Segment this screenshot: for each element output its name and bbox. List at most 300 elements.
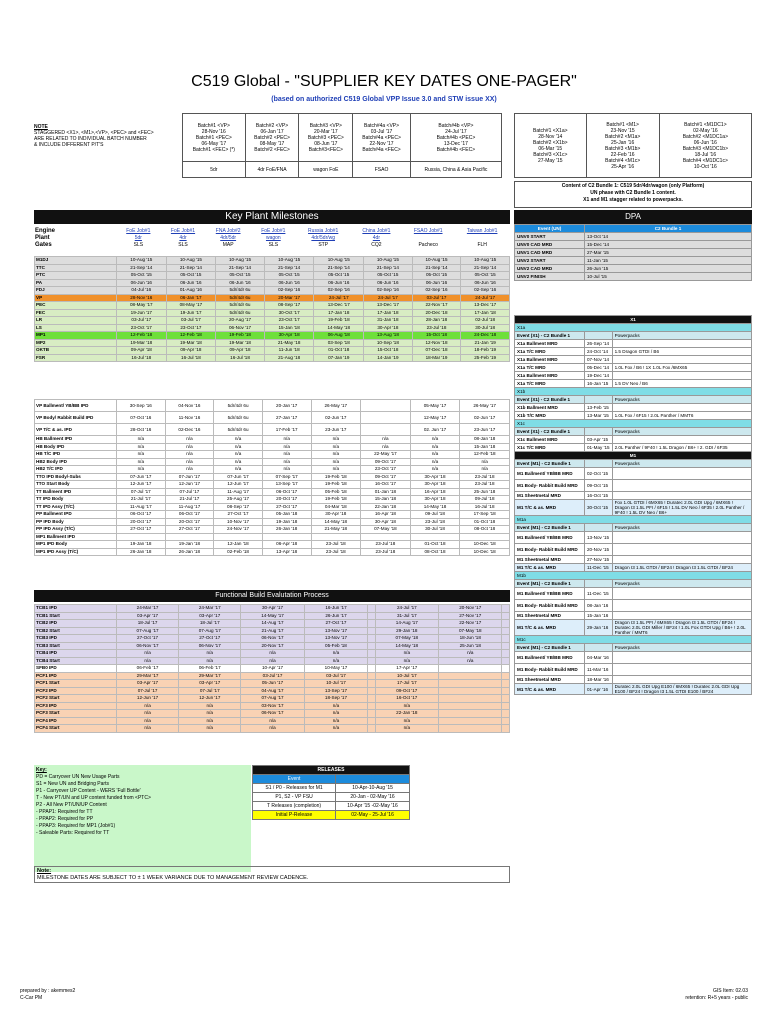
date-cell [460, 533, 510, 541]
date-cell: 5dr/4dr 6u [214, 424, 263, 436]
date-cell: 24-Jul '17 [461, 294, 510, 302]
event-date: 29-Jan '16 [585, 620, 613, 636]
batch-line: 06-Jan '17 [260, 128, 284, 135]
date-cell [439, 672, 502, 680]
key-line: P2 - All New PT/UN/UP Content [36, 802, 107, 808]
batch2-cell [586, 114, 659, 178]
right-row [515, 420, 752, 428]
powerpack [612, 676, 751, 684]
date-cell: 17-Jan '18 [314, 309, 364, 317]
date-cell: 16-Jul '18 [216, 354, 265, 362]
date-cell: 04-Nov '16 [165, 400, 214, 412]
section-label: M1 [515, 452, 752, 460]
build-ipd-grid [34, 399, 510, 556]
event-label: M1 Body- Rabbit Build MRD [515, 480, 585, 492]
date-cell: 13-Dec '17 [314, 302, 364, 310]
date-cell [502, 642, 510, 650]
date-cell: 21-May '18 [264, 339, 314, 347]
event-date [585, 428, 613, 436]
grid-row [35, 717, 510, 725]
date-cell: 07-Aug '17 [117, 627, 179, 635]
date-cell: 08-Jan '18 [460, 436, 510, 444]
event-date: 19-Dec '14 [585, 372, 613, 380]
date-cell: 03-Apr '17 [117, 612, 179, 620]
event-date [585, 332, 613, 340]
date-cell: 02. Jun '17 [410, 424, 460, 436]
powerpack: Dragon I3 1.5L PFI / 6MX65 ! Dragon I3 1.5L GTDI / BF24 ! Duratec 2.0L GDI Miller / BF24 ! 1.0L Fox GTDI Upg / B6+ ! 2.0L Panther / MMT6 [612, 620, 751, 636]
date-cell: 20-Nov '17 [241, 642, 304, 650]
row-label: FEC [35, 309, 117, 317]
row-label: MP1 IPD Body [35, 541, 117, 549]
date-cell: 12-Feb '18 [117, 332, 167, 340]
date-cell: 06-Nov '17 [117, 642, 179, 650]
date-cell: 07-Jul '17 [117, 488, 166, 496]
date-cell: 07-Sep '17 [262, 473, 311, 481]
page-subtitle: (based on authorized C519 Global VPP Issue 3.0 and STW issue XX) [271, 96, 497, 103]
powerpack: Powerpacks [612, 332, 751, 340]
date-cell: 21-Jul '17 [117, 496, 166, 504]
event-date: 24-Oct '14 [585, 348, 613, 356]
date-cell: n/a [361, 436, 411, 444]
release-row [253, 793, 410, 802]
date-cell: n/a [304, 657, 367, 665]
date-cell: 10-Dec '18 [460, 548, 510, 556]
date-cell: 19-Mar '18 [216, 339, 265, 347]
gates-cell: FoE Job#1 [261, 228, 286, 234]
event-label: X1a Ballment MRD [515, 372, 585, 380]
dpa-head-row [515, 225, 752, 233]
date-cell [361, 400, 411, 412]
gates-cell: China Job#1 [362, 228, 391, 234]
date-cell [502, 725, 510, 733]
event-label: M1 Body- Rabbit Build MRD [515, 664, 585, 676]
grid-row [35, 279, 510, 287]
date-cell: 10-Aug '15 [412, 257, 461, 265]
gates-cell: SLS [133, 242, 144, 248]
powerpack [612, 652, 751, 664]
batch-line: 03-Jul '17 [370, 128, 393, 135]
gates-cell: FNA Job#2 [215, 228, 241, 234]
key-line: T - New PT/UN and UP content funded from <PTC> [36, 795, 151, 801]
date-cell: 06-Nov '17 [241, 710, 304, 718]
right-row [515, 524, 752, 532]
grid-row [35, 436, 510, 444]
date-cell: 5dr/4dr 6u [216, 287, 265, 295]
right-row [515, 332, 752, 340]
event-label: M1 Ballment/ YB/BB MRD [515, 532, 585, 544]
event-date: 04-Mar '16 [585, 652, 613, 664]
date-cell: 26-May '17 [311, 400, 361, 412]
row-label: HB2 Body IPD [35, 458, 117, 466]
date-cell: n/a [214, 443, 263, 451]
event-label: Event (X1) - C2 Bundle 1 [515, 332, 585, 340]
gates-cell [402, 235, 454, 242]
event-label: Event (X1) - C2 Bundle 1 [515, 428, 585, 436]
date-cell: 12-Jun '17 [179, 695, 241, 703]
right-row [515, 564, 752, 572]
batch2-row [515, 114, 752, 178]
batch2-line: Batch#1 <M1> [606, 121, 639, 128]
gates-header [34, 228, 510, 249]
date-cell [368, 635, 375, 643]
date-cell: 07-Jul '17 [165, 488, 214, 496]
row-label: VP [35, 294, 117, 302]
date-cell [439, 695, 502, 703]
grid-row [35, 309, 510, 317]
date-cell: 23-Oct '17 [361, 466, 411, 474]
row-label: PTC [35, 272, 117, 280]
date-cell [368, 627, 375, 635]
section-label: X1b [515, 388, 752, 396]
date-cell [368, 657, 375, 665]
powerpack: 1.5 DV Neo / B6 [612, 380, 751, 388]
date-cell: 23-Jun '17 [460, 424, 510, 436]
footer-right [685, 988, 748, 1002]
page-title: C519 Global - "SUPPLIER KEY DATES ONE-PAGER" [191, 73, 577, 90]
date-cell: n/a [241, 717, 304, 725]
date-cell: 24-Dec '18 [461, 332, 510, 340]
batch-table [182, 113, 502, 178]
grid-row [35, 302, 510, 310]
date-cell: 27-Oct '17 [304, 620, 367, 628]
date-cell: 01-Oct '18 [314, 347, 364, 355]
event-date [585, 580, 613, 588]
grid-row [35, 612, 510, 620]
date-cell [502, 665, 510, 673]
right-row [515, 588, 752, 600]
batch-cell [410, 114, 501, 162]
powerpack: Powerpacks [612, 396, 751, 404]
gates-header-row [34, 235, 510, 242]
dpa-row [515, 249, 752, 257]
event-date: 15-Jan '16 [585, 612, 613, 620]
row-label: PP IPD Body [35, 518, 117, 526]
date-cell: 08-Sep '17 [214, 503, 263, 511]
date-cell: 25-Jun '18 [439, 642, 502, 650]
date-cell: 5dr/4dr 6u [216, 294, 265, 302]
date-cell: n/a [410, 443, 460, 451]
date-cell: 26-May '17 [460, 400, 510, 412]
date-cell: 22-Jan '18 [361, 503, 411, 511]
date-cell: 07-Dec '18 [412, 347, 461, 355]
date-cell [368, 672, 375, 680]
date-cell: 30-Jul '18 [461, 324, 510, 332]
row-label: TCB2 IPD [35, 620, 117, 628]
date-cell: n/a [214, 458, 263, 466]
date-cell: 21-Sep '14 [314, 264, 364, 272]
batch-cell [245, 114, 299, 162]
date-cell: 06-Jun '16 [264, 279, 314, 287]
date-cell: 11-Jun '18 [264, 347, 314, 355]
key-legend [34, 765, 251, 872]
date-cell: 06-Oct '17 [165, 511, 214, 519]
date-cell: 05-Feb '18 [311, 488, 361, 496]
date-cell: n/a [375, 650, 438, 658]
row-label: TCB3 Start [35, 642, 117, 650]
row-label: TCB4 Start [35, 657, 117, 665]
date-cell: 21-Sep '14 [216, 264, 265, 272]
row-label: HB Ballment IPD [35, 436, 117, 444]
event-label: X1b Ballment MRD [515, 404, 585, 412]
event-label: Event (M1) - C2 Bundle 1 [515, 580, 585, 588]
date-cell: n/a [375, 657, 438, 665]
date-cell: n/a [460, 466, 510, 474]
date-cell: 07-Aug '17 [179, 627, 241, 635]
date-cell: 23-Jul '18 [361, 541, 411, 549]
date-cell: 20-Oct '17 [262, 496, 311, 504]
date-cell: 21-Aug '17 [241, 627, 304, 635]
right-row [515, 428, 752, 436]
batch2-line: Batch#1 <M1DC1> [684, 121, 727, 128]
date-cell: 19-Feb '18 [314, 317, 364, 325]
date-cell [439, 680, 502, 688]
right-row [515, 380, 752, 388]
date-cell: 02-Jun '17 [460, 412, 510, 424]
row-label: TTO IPD Body/-Subs [35, 473, 117, 481]
batch-line: Batch#1 <VP> [197, 122, 230, 129]
release-date: 10-Apr '15 -02-May '16 [336, 802, 410, 811]
date-cell: 06-Nov '17 [216, 324, 265, 332]
grid-row [35, 496, 510, 504]
batch2-line: 06-Jun '16 [693, 139, 717, 146]
right-row [515, 580, 752, 588]
row-label: MP2 [35, 339, 117, 347]
batch-line: 28-Nov '16 [201, 128, 226, 135]
date-cell: 14-May '17 [241, 612, 304, 620]
row-label: TCB1 Start [35, 612, 117, 620]
date-cell: 05-Oct '15 [314, 272, 364, 280]
row-label: PCF4 IPD [35, 717, 117, 725]
date-cell: 24-Jul '17 [314, 294, 364, 302]
date-cell: 06-Jun '16 [117, 279, 167, 287]
event-date: 02-Oct '15 [585, 468, 613, 480]
batch-line: Batch#1 <PEC> [195, 134, 232, 141]
date-cell: n/a [117, 657, 179, 665]
date-cell: n/a [165, 436, 214, 444]
section-label: M1a [515, 516, 752, 524]
date-cell: n/a [262, 458, 311, 466]
powerpack [612, 404, 751, 412]
date-cell: 10-Nov '17 [214, 518, 263, 526]
date-cell: 21-Sep '14 [117, 264, 167, 272]
date-cell: 28-Nov '16 [117, 294, 167, 302]
batch-line: Batch#2 <PEC> [254, 134, 290, 141]
date-cell [165, 533, 214, 541]
date-cell: n/a [117, 443, 166, 451]
event-label: X1a T/C MRD [515, 348, 585, 356]
batch2-cell [659, 114, 751, 178]
date-cell: 24-Jul '17 [364, 294, 413, 302]
date-cell: 12-Jun '17 [117, 695, 179, 703]
date-cell: n/a [165, 451, 214, 459]
date-cell: n/a [410, 466, 460, 474]
row-label: VP T/C & as. IPD [35, 424, 117, 436]
powerpack [612, 492, 751, 500]
date-cell: n/a [241, 657, 304, 665]
date-cell: 23-Oct '17 [264, 317, 314, 325]
date-cell: 11-Nov '16 [165, 412, 214, 424]
date-cell [262, 533, 311, 541]
event-label: M1 Sheetmetal MRD [515, 492, 585, 500]
date-cell [502, 687, 510, 695]
row-label: TTC [35, 264, 117, 272]
date-cell: 06-Jun '16 [412, 279, 461, 287]
gates-label: Plant [35, 235, 50, 241]
gates-cell: Russia Job#1 [308, 228, 339, 234]
row-label: VP Ballment/ YB/BB IPD [35, 400, 117, 412]
date-cell: 30-Apr '17 [241, 605, 304, 613]
right-row [515, 664, 752, 676]
row-label: TT IPD Assy (T/C) [35, 503, 117, 511]
date-cell: 02-Feb '18 [214, 548, 263, 556]
grid-row [35, 324, 510, 332]
date-cell: n/a [410, 458, 460, 466]
grid-row [35, 451, 510, 459]
date-cell: 31-Jul '17 [375, 612, 438, 620]
date-cell: 20-Aug '17 [216, 317, 265, 325]
event-label: M1 T/C & as. MRD [515, 620, 585, 636]
event-date: 11-Dec '15 [585, 588, 613, 600]
date-cell: 20-Jan '17 [262, 400, 311, 412]
batch2-line: 18-Jul '16 [694, 151, 717, 158]
date-cell: n/a [304, 725, 367, 733]
date-cell: 23-Oct '17 [166, 324, 216, 332]
event-label: M1 Ballment/ YB/BB MRD [515, 652, 585, 664]
date-cell: 06-Feb '17 [179, 665, 241, 673]
date-cell: 30-Apr '18 [410, 496, 460, 504]
row-label: LS [35, 324, 117, 332]
key-plant-milestones-header: Key Plant Milestones [34, 210, 510, 224]
row-label: OKTB [35, 347, 117, 355]
date-cell [368, 717, 375, 725]
date-cell: n/a [179, 657, 241, 665]
grid-row [35, 466, 510, 474]
date-cell: 01-Oct '18 [410, 541, 460, 549]
date-cell: 27-Nov '17 [439, 612, 502, 620]
batch2-line: 22-Feb '16 [610, 151, 635, 158]
event-label: Event (M1) - C2 Bundle 1 [515, 460, 585, 468]
dpa-date: 15-Dec '14 [585, 241, 752, 249]
date-cell: 29-Jan '18 [375, 627, 438, 635]
date-cell: n/a [311, 466, 361, 474]
date-cell: 03-Jul '17 [166, 317, 216, 325]
dpa-row [515, 265, 752, 273]
date-cell: 17-Jan '18 [461, 309, 510, 317]
date-cell: n/a [117, 650, 179, 658]
right-row [515, 500, 752, 516]
gates-cell: 4dr/5dr/wg [311, 235, 336, 241]
batch-line: Batch#4a <PEC> [362, 134, 401, 141]
dpa-date: 26-Jun '15 [585, 265, 752, 273]
gates-cell: SLS [178, 242, 188, 248]
date-cell: 16-Jul '18 [117, 354, 167, 362]
date-cell: 24-Jul '17 [375, 605, 438, 613]
event-label: M1 Body- Rabbit Build MRD [515, 600, 585, 612]
date-cell: 23-Jul '18 [311, 548, 361, 556]
date-cell: n/a [375, 725, 438, 733]
date-cell: 28-Jan '18 [412, 317, 461, 325]
row-label: FDJ [35, 287, 117, 295]
key-line: PD = Carryover UN New Usage Parts [36, 774, 120, 780]
date-cell: 30-Apr '18 [264, 332, 314, 340]
date-cell [214, 533, 263, 541]
grid-row [35, 287, 510, 295]
date-cell: 08-May '17 [117, 302, 167, 310]
powerpack: Powerpacks [612, 428, 751, 436]
date-cell: 13-Sep '17 [304, 687, 367, 695]
date-cell: 03-Nov '17 [241, 702, 304, 710]
date-cell: 22-Jan '18 [375, 710, 438, 718]
date-cell: 07-Jul '17 [179, 687, 241, 695]
gates-cell: FoE Job#1 [170, 228, 196, 234]
event-date: 20-Nov '15 [585, 544, 613, 556]
note-heading: NOTE [34, 124, 48, 130]
grid-row [35, 518, 510, 526]
date-cell: 21-Jan '19 [461, 339, 510, 347]
grid-row [35, 264, 510, 272]
right-row [515, 340, 752, 348]
date-cell: 16-Oct '17 [361, 481, 411, 489]
date-cell: 23-Jul '18 [311, 541, 361, 549]
date-cell: 17-Jan '18 [364, 309, 413, 317]
powerpack [612, 468, 751, 480]
section-label: X1 [515, 316, 752, 324]
grid-row [35, 695, 510, 703]
powerpack: 1.0L Fox / B6 ! 1X 1.0L Fox /6MX65 [612, 364, 751, 372]
event-label: X1b T/C MRD [515, 412, 585, 420]
date-cell: 5dr/4dr 6u [214, 400, 263, 412]
gates-cell: Pacheco [418, 242, 438, 248]
batch-line: 22-Nov '17 [369, 140, 394, 147]
grid-row [35, 511, 510, 519]
section-label: X1a [515, 324, 752, 332]
batch-line: Batch#4b <VP> [438, 122, 474, 129]
date-cell: 15-Oct '18 [364, 347, 413, 355]
grid-row [35, 710, 510, 718]
batch2-line: Batch#3 <M1b> [605, 145, 641, 152]
group-name: C-Car PM [20, 995, 43, 1001]
date-cell: 02-Sep '16 [364, 287, 413, 295]
grid-row [35, 443, 510, 451]
date-cell: 19-Feb '18 [311, 496, 361, 504]
date-cell: 10-May '17 [304, 665, 367, 673]
grid-row [35, 526, 510, 534]
date-cell: 07-May '18 [375, 635, 438, 643]
right-row [515, 388, 752, 396]
date-cell: n/a [117, 717, 179, 725]
date-cell: 22-May '17 [361, 451, 411, 459]
gates-cell: 5dr [134, 235, 142, 241]
batch-line: Batch#4b <PEC> [436, 134, 476, 141]
date-cell: 08-Sep '17 [264, 302, 314, 310]
event-label: M1 T/C & as. MRD [515, 684, 585, 695]
right-row [515, 636, 752, 644]
date-cell: 15-Jan '18 [460, 443, 510, 451]
releases-event-row [253, 775, 410, 784]
powerpack [612, 664, 751, 676]
date-cell: 21-Sep '14 [166, 264, 216, 272]
right-row [515, 396, 752, 404]
date-cell: 07-Jun '17 [165, 473, 214, 481]
date-cell: 22-Nov '17 [439, 620, 502, 628]
date-cell: 10-Jul '17 [375, 672, 438, 680]
date-cell: n/a [179, 725, 241, 733]
releases-table [252, 765, 410, 820]
event-label: M1 Body- Rabbit Build MRD [515, 544, 585, 556]
date-cell: 21-May '18 [311, 526, 361, 534]
date-cell: 06-Oct '17 [262, 488, 311, 496]
batch2-line: 10-Oct '16 [693, 163, 717, 170]
